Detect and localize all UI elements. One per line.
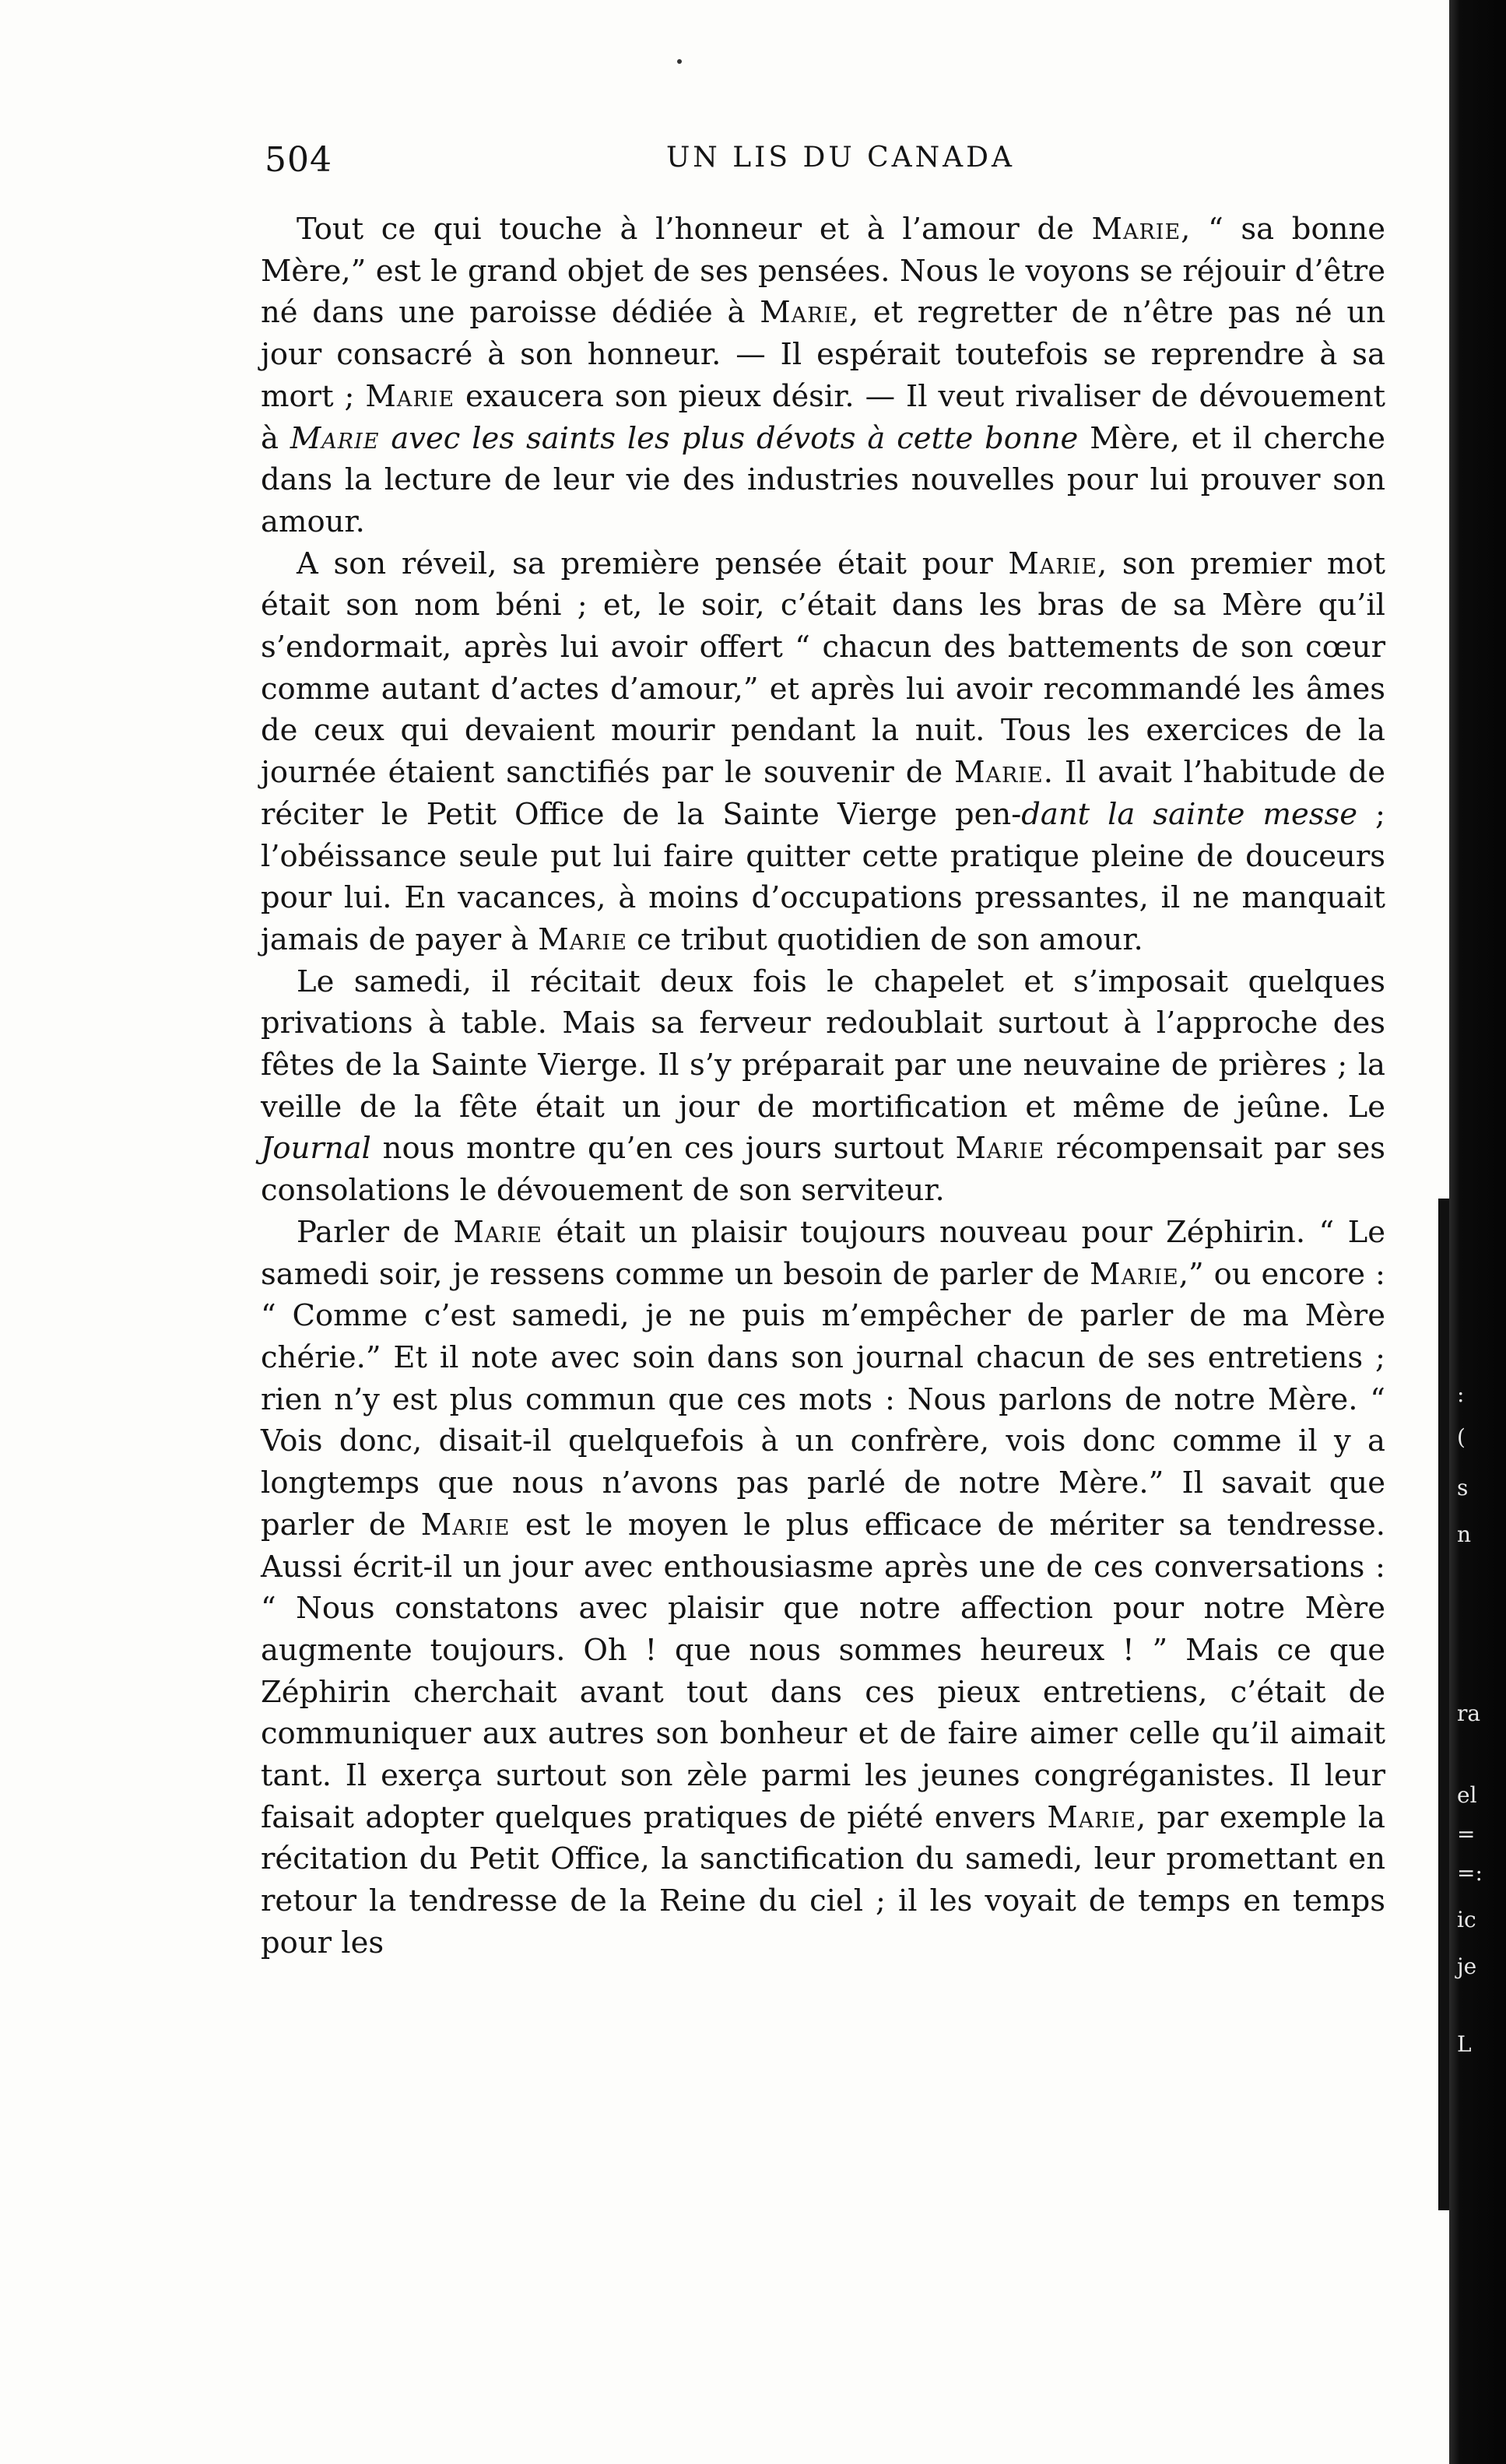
margin-fragment: ic bbox=[1457, 1907, 1476, 1932]
text-run: avec les saints les plus dévots à cette bonne bbox=[379, 420, 1079, 456]
name-marie: Marie bbox=[955, 1131, 1045, 1167]
name-marie: Marie bbox=[538, 921, 627, 957]
text-run: , par exemple la récitation du Petit Office, la sanctification du samedi, leur promettant en retour la tendresse de la Reine du ciel ; il les voyait de temps en temps pour les bbox=[261, 1799, 1385, 1960]
name-marie: Marie bbox=[1090, 1256, 1179, 1292]
text-run: , et regretter de n’être pas né un jour consacré à son honneur. — Il espérait toutefois se reprendre à sa mort ; bbox=[261, 295, 1385, 414]
text-run: dant la sainte messe bbox=[1021, 796, 1358, 832]
text-run: ,” ou encore : “ Comme c’est samedi, je ne puis m’empêcher de parler de ma Mère chérie.” Et il note avec soin dans son journal chacun de ses entretiens ; rien n’y est plus commun que ces mots : Nous parlons de notre Mère. “ Vois donc, disait-il quelquefois à un confrère, vois donc comme il y a longtemps que nous n’avons pas parlé de notre Mère.” Il savait que parler de bbox=[261, 1256, 1385, 1543]
name-marie: Marie bbox=[1047, 1799, 1136, 1835]
margin-fragment: =: bbox=[1457, 1860, 1483, 1886]
body-text bbox=[261, 209, 1385, 1964]
margin-fragment: el bbox=[1457, 1782, 1477, 1808]
ink-speck bbox=[677, 59, 682, 64]
text-run: A son réveil, sa première pensée était pour bbox=[297, 546, 1009, 581]
text-run: Tout ce qui touche à l’honneur et à l’amour de bbox=[297, 212, 1092, 247]
name-marie: Marie bbox=[1008, 546, 1098, 581]
page-number: 504 bbox=[265, 140, 332, 180]
name-marie: Marie bbox=[453, 1214, 542, 1250]
text-run: était un plaisir toujours nouveau pour Zéphirin. “ Le samedi soir, je ressens comme un besoin de parler de bbox=[261, 1214, 1385, 1292]
text-run: . Il avait l’habitude de réciter le Petit Office de la Sainte Vierge pen- bbox=[261, 755, 1385, 832]
paragraph bbox=[261, 543, 1385, 961]
running-title: UN LIS DU CANADA bbox=[665, 142, 1016, 174]
text-run: ce tribut quotidien de son amour. bbox=[627, 921, 1143, 957]
text-run: Le samedi, il récitait deux fois le chapelet et s’imposait quelques privations à table. Mais sa ferveur redoublait surtout à l’approche des fêtes de la Sainte Vierge. Il s’y préparait par une neuvaine de prières ; la veille de la fête était un jour de mortification et même de jeûne. Le bbox=[261, 963, 1385, 1125]
text-run: est le moyen le plus efficace de mériter sa tendresse. Aussi écrit-il un jour avec enthousiasme après une de ces conversations : “ Nous constatons avec plaisir que notre affection pour notre Mère augmente toujours. Oh ! que nous sommes heureux ! ” Mais ce que Zéphirin cherchait avant tout dans ces pieux entretiens, c’était de communiquer aux autres son bonheur et de faire aimer celle qu’il aimait tant. Il exerça surtout son zèle parmi les jeunes congréganistes. Il leur faisait adopter quelques pratiques de piété envers bbox=[261, 1507, 1385, 1835]
text-run: , son premier mot était son nom béni ; et, le soir, c’était dans les bras de sa Mère qu’il s’endormait, après lui avoir offert “ chacun des battements de son cœur comme autant d’actes d’amour,” et après lui avoir recommandé les âmes de ceux qui devaient mourir pendant la nuit. Tous les exercices de la journée étaient sanctifiés par le souvenir de bbox=[261, 546, 1385, 791]
name-marie: Marie bbox=[420, 1507, 511, 1543]
name-marie: Marie bbox=[954, 755, 1044, 791]
page-header bbox=[265, 140, 1416, 187]
margin-fragment: : bbox=[1457, 1381, 1465, 1407]
name-marie: Marie bbox=[760, 295, 849, 331]
margin-fragment: ra bbox=[1457, 1701, 1481, 1726]
text-run: ; l’obéissance seule put lui faire quitter cette pratique pleine de douceurs pour lui. En vacances, à moins d’occupations pressantes, il ne manquait jamais de payer à bbox=[261, 796, 1385, 957]
text-run: récompensait par ses consolations le dévouement de son serviteur. bbox=[261, 1131, 1385, 1209]
text-run: exaucera son pieux désir. — Il veut rivaliser de dévouement à bbox=[261, 378, 1386, 456]
margin-fragment: ( bbox=[1457, 1424, 1466, 1450]
margin-fragment: n bbox=[1457, 1522, 1472, 1547]
paragraph bbox=[261, 1212, 1385, 1964]
margin-fragment: je bbox=[1457, 1953, 1477, 1979]
name-marie: Marie bbox=[1091, 212, 1181, 247]
text-run: Parler de bbox=[297, 1214, 454, 1250]
book-binding-edge bbox=[1449, 0, 1506, 2464]
text-run: , “ sa bonne Mère,” est le grand objet de ses pensées. Nous le voyons se réjouir d’être né dans une paroisse dédiée à bbox=[261, 212, 1385, 331]
name-marie: Marie bbox=[365, 378, 455, 414]
paragraph bbox=[261, 209, 1385, 543]
text-run: Journal bbox=[261, 1131, 371, 1167]
name-marie: Marie bbox=[290, 420, 380, 456]
paragraph bbox=[261, 961, 1385, 1212]
margin-fragment: = bbox=[1457, 1821, 1476, 1847]
text-run: Mère, et il cherche dans la lecture de leur vie des industries nouvelles pour lui prouver son amour. bbox=[261, 420, 1386, 539]
margin-fragment: L bbox=[1457, 2031, 1472, 2057]
text-run: nous montre qu’en ces jours surtout bbox=[370, 1131, 956, 1167]
margin-fragment: s bbox=[1457, 1475, 1469, 1501]
